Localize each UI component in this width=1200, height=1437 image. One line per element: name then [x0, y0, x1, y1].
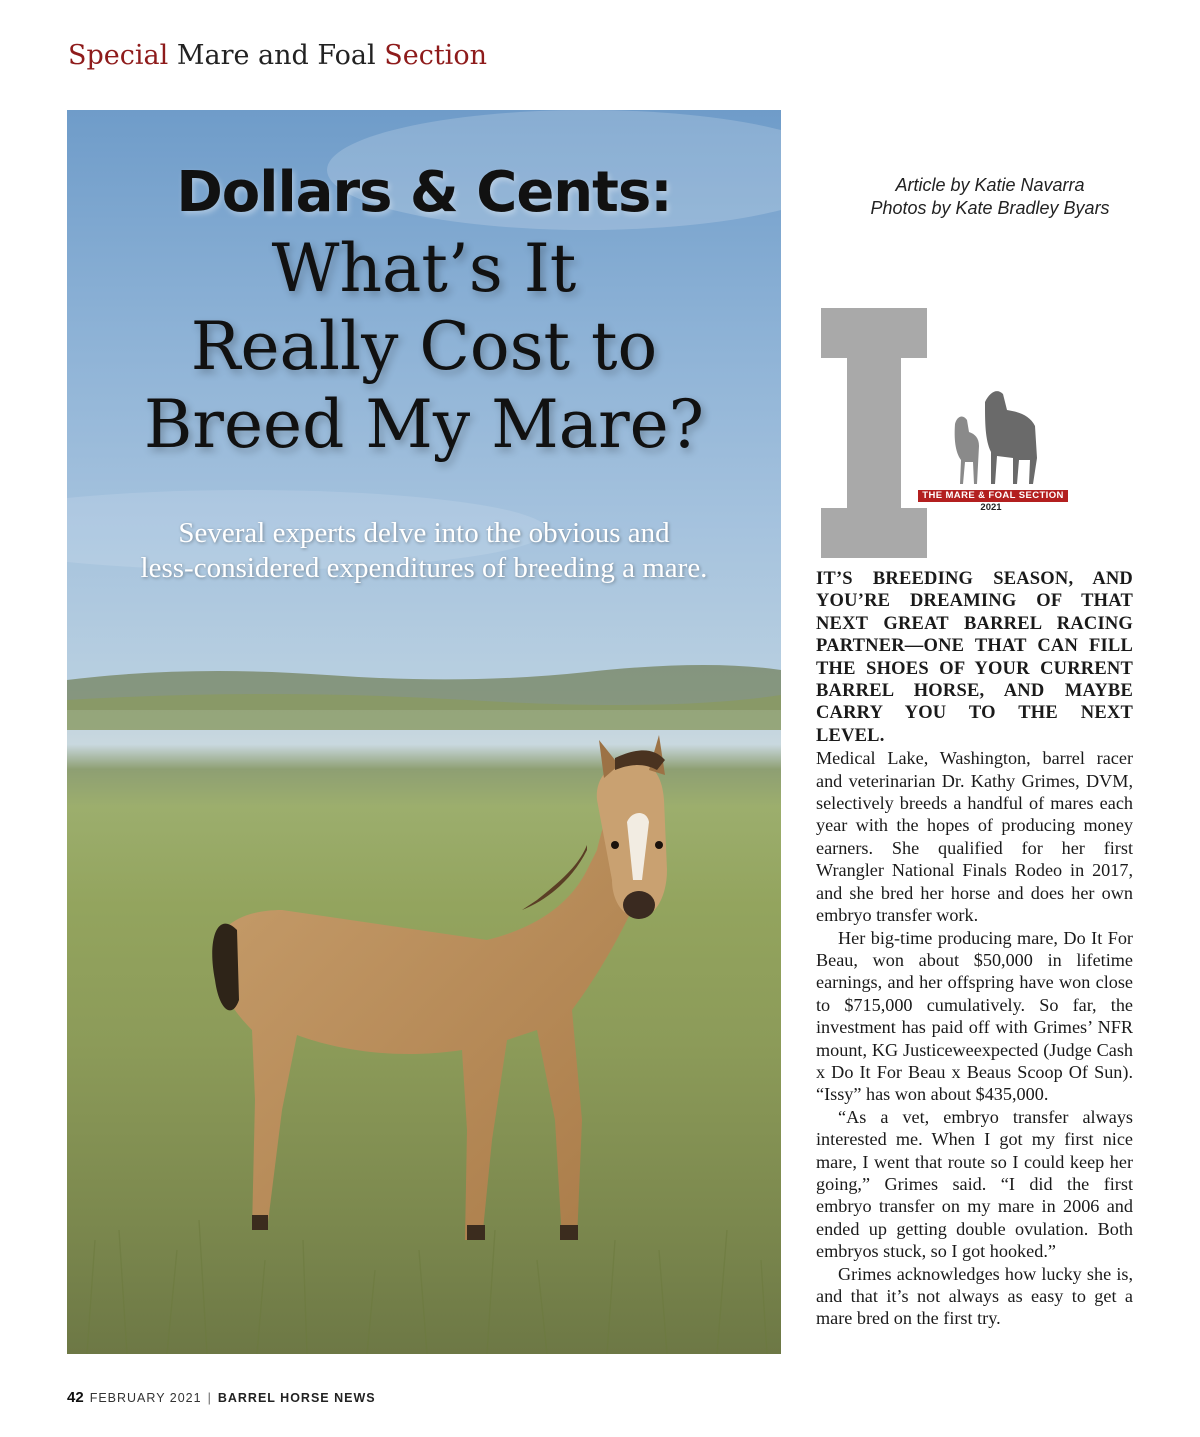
logo-band: THE MARE & FOAL SECTION: [918, 490, 1068, 502]
byline: [800, 174, 1180, 220]
headline-kicker: Dollars & Cents:: [176, 160, 672, 225]
paragraph: “As a vet, embryo transfer always interested me. When I got my first nice mare, I went that route so I could keep her going,” Grimes said. “I did the first embryo transfer on my mare in 2006 and ended up getting double ovulation. Both embryos stuck, so I got hooked.”: [816, 1106, 1133, 1262]
paragraph: Medical Lake, Washington, barrel racer and veterinarian Dr. Kathy Grimes, DVM, selectively breeds a handful of mares each year with the hopes of producing money earners. She qualified for her first Wrangler National Finals Rodeo in 2017, and she bred her horse and does her own embryo transfer work.: [816, 748, 1133, 926]
lead-in: IT’S BREEDING SEASON, AND YOU’RE DREAMING OF THAT NEXT GREAT BARREL RACING PARTNER—ONE THAT CAN FILL THE SHOES OF YOUR CURRENT BARREL HORSE, AND MAYBE CARRY YOU TO THE NEXT LEVEL.: [816, 569, 1133, 746]
hero-photo: [67, 110, 781, 1354]
headline-line: Really Cost to: [190, 308, 658, 385]
publication-name: BARREL HORSE NEWS: [217, 1391, 376, 1405]
deck-line: less-considered expenditures of breeding a mare.: [140, 552, 708, 584]
foal-figure: [212, 735, 667, 1240]
section-header: [68, 40, 487, 71]
article-body: [816, 568, 1133, 1330]
headline-line: What’s It: [271, 230, 577, 307]
footer-separator: |: [207, 1391, 212, 1405]
logo-year: 2021: [980, 502, 1002, 513]
headline: [67, 230, 781, 464]
deck-subtitle: [67, 516, 781, 586]
issue-date: FEBRUARY 2021: [89, 1391, 202, 1405]
headline-line: Breed My Mare?: [143, 386, 705, 463]
mare-foal-icon: [915, 380, 1067, 490]
section-header-middle: Mare and Foal: [168, 40, 385, 71]
byline-article: Article by Katie Navarra: [895, 175, 1085, 195]
page-footer: [67, 1389, 376, 1406]
dropcap-letter: [819, 306, 929, 561]
paragraph: Her big-time producing mare, Do It For Beau, won about $50,000 in lifetime earnings, and her offspring have won close to $715,000 cumulatively. So far, the investment has paid off with Grimes’ NFR mount, KG Justiceweexpected (Judge Cash x Do It For Beau x Beaus Scoop Of Sun). “Issy” has won about $435,000.: [816, 927, 1133, 1105]
mare-foal-section-logo: [915, 380, 1067, 514]
deck-line: Several experts delve into the obvious and: [178, 517, 670, 549]
section-header-special: Special: [68, 40, 169, 71]
page-number: 42: [67, 1389, 84, 1406]
section-header-section: Section: [384, 40, 487, 71]
byline-photos: Photos by Kate Bradley Byars: [870, 198, 1110, 218]
paragraph: Grimes acknowledges how lucky she is, and that it’s not always as easy to get a mare bred on the first try.: [816, 1263, 1133, 1329]
